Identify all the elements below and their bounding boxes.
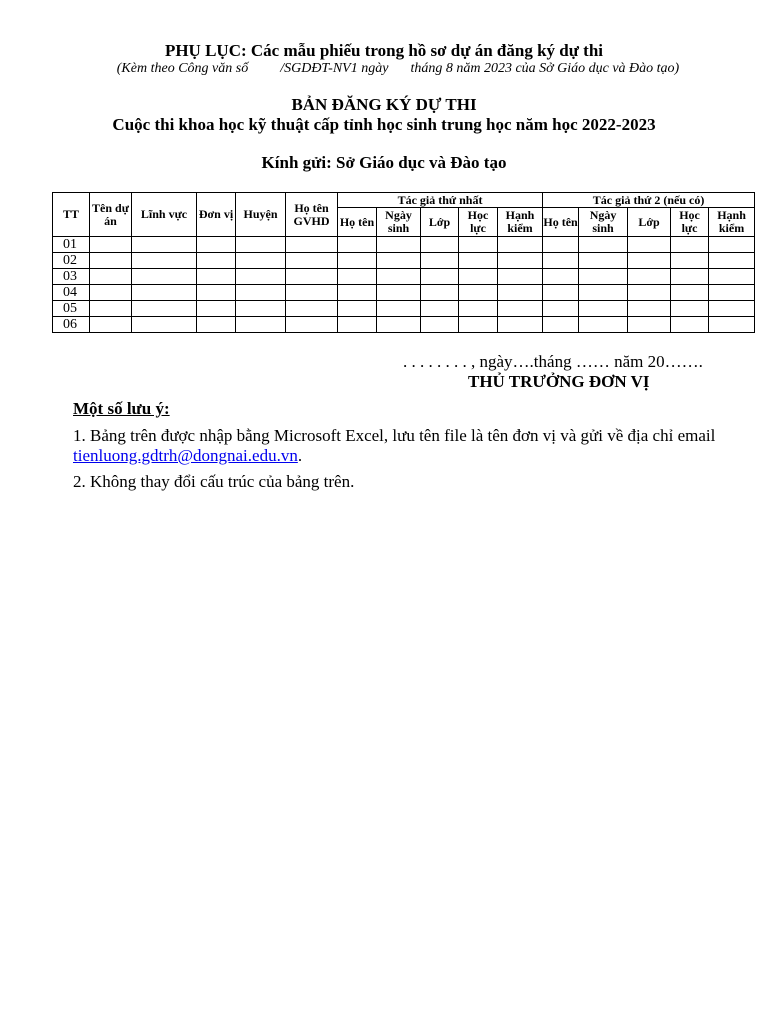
note-item-2: 2. Không thay đổi cấu trúc của bảng trên. — [73, 472, 355, 491]
table-cell[interactable] — [628, 301, 671, 317]
table-cell[interactable] — [459, 317, 498, 333]
table-cell[interactable] — [197, 301, 236, 317]
email-link[interactable]: tienluong.gdtrh@dongnai.edu.vn — [73, 446, 298, 465]
table-cell[interactable] — [90, 253, 132, 269]
table-cell[interactable] — [421, 285, 459, 301]
row-number: 02 — [53, 253, 90, 269]
table-cell[interactable] — [543, 285, 579, 301]
table-cell[interactable] — [421, 253, 459, 269]
table-cell[interactable] — [498, 301, 543, 317]
table-row — [53, 237, 755, 253]
table-row — [53, 269, 755, 285]
table-cell[interactable] — [132, 317, 197, 333]
row-number: 05 — [53, 301, 90, 317]
table-cell[interactable] — [671, 301, 709, 317]
table-cell[interactable] — [709, 237, 755, 253]
signer-title: THỦ TRƯỞNG ĐƠN VỊ — [468, 372, 650, 391]
header-a1-class: Lớp — [421, 208, 459, 237]
table-cell[interactable] — [543, 317, 579, 333]
notes-title: Một số lưu ý: — [73, 399, 170, 418]
table-cell[interactable] — [377, 237, 421, 253]
table-cell[interactable] — [132, 301, 197, 317]
header-author-1: Tác giả thứ nhất — [338, 193, 543, 208]
header-author-2: Tác giả thứ 2 (nếu có) — [543, 193, 755, 208]
table-cell[interactable] — [236, 285, 286, 301]
table-cell[interactable] — [671, 237, 709, 253]
table-cell[interactable] — [459, 237, 498, 253]
form-title: BẢN ĐĂNG KÝ DỰ THI — [291, 95, 477, 114]
appendix-title: PHỤ LỤC: Các mẫu phiếu trong hồ sơ dự án đăng ký dự thi — [164, 41, 604, 60]
table-cell[interactable] — [709, 269, 755, 285]
note-1-text: 1. Bảng trên được nhập bằng Microsoft Excel, lưu tên file là tên đơn vị và gửi về địa chỉ email — [73, 426, 716, 445]
table-cell[interactable] — [377, 285, 421, 301]
table-cell[interactable] — [498, 253, 543, 269]
table-cell[interactable] — [338, 253, 377, 269]
table-cell[interactable] — [709, 301, 755, 317]
table-row — [53, 301, 755, 317]
table-cell[interactable] — [579, 301, 628, 317]
table-cell[interactable] — [236, 253, 286, 269]
table-cell[interactable] — [377, 301, 421, 317]
table-cell[interactable] — [579, 285, 628, 301]
table-cell[interactable] — [628, 253, 671, 269]
header-district: Huyện — [236, 193, 286, 237]
note-item-1 — [73, 426, 733, 466]
table-cell[interactable] — [421, 237, 459, 253]
table-cell[interactable] — [498, 269, 543, 285]
registration-table — [52, 192, 755, 333]
table-cell[interactable] — [236, 301, 286, 317]
table-cell[interactable] — [459, 285, 498, 301]
header-field: Lĩnh vực — [132, 193, 197, 237]
table-cell[interactable] — [197, 285, 236, 301]
table-cell[interactable] — [338, 237, 377, 253]
subtitle-part-3: tháng 8 năm 2023 của Sở Giáo dục và Đào tạo) — [410, 61, 680, 76]
row-number: 04 — [53, 285, 90, 301]
table-cell[interactable] — [543, 237, 579, 253]
table-cell[interactable] — [671, 317, 709, 333]
row-number: 06 — [53, 317, 90, 333]
table-cell[interactable] — [709, 285, 755, 301]
table-cell[interactable] — [338, 285, 377, 301]
table-cell[interactable] — [579, 269, 628, 285]
form-subtitle: Cuộc thi khoa học kỹ thuật cấp tỉnh học sinh trung học năm học 2022-2023 — [112, 115, 656, 134]
table-cell[interactable] — [132, 253, 197, 269]
table-cell[interactable] — [90, 285, 132, 301]
header-tt: TT — [53, 193, 90, 237]
table-cell[interactable] — [421, 301, 459, 317]
table-cell[interactable] — [628, 237, 671, 253]
table-cell[interactable] — [377, 253, 421, 269]
table-cell[interactable] — [498, 317, 543, 333]
table-cell[interactable] — [377, 317, 421, 333]
subtitle-part-1: (Kèm theo Công văn số — [116, 61, 249, 76]
table-cell[interactable] — [498, 237, 543, 253]
table-cell[interactable] — [543, 269, 579, 285]
table-cell[interactable] — [377, 269, 421, 285]
table-cell[interactable] — [671, 253, 709, 269]
appendix-subtitle — [14, 61, 768, 77]
table-cell[interactable] — [286, 253, 338, 269]
table-cell[interactable] — [90, 301, 132, 317]
table-cell[interactable] — [579, 317, 628, 333]
table-cell[interactable] — [338, 317, 377, 333]
table-cell[interactable] — [459, 253, 498, 269]
table-cell[interactable] — [628, 269, 671, 285]
table-cell[interactable] — [286, 285, 338, 301]
table-cell[interactable] — [459, 301, 498, 317]
table-cell[interactable] — [579, 237, 628, 253]
subtitle-part-2: /SGDĐT-NV1 ngày — [280, 61, 389, 76]
header-a2-name: Họ tên — [543, 208, 579, 237]
table-cell[interactable] — [579, 253, 628, 269]
table-cell[interactable] — [90, 317, 132, 333]
row-number: 03 — [53, 269, 90, 285]
table-cell[interactable] — [338, 301, 377, 317]
header-unit: Đơn vị — [197, 193, 236, 237]
table-cell[interactable] — [709, 253, 755, 269]
table-cell[interactable] — [236, 237, 286, 253]
table-cell[interactable] — [132, 285, 197, 301]
table-cell[interactable] — [498, 285, 543, 301]
table-cell[interactable] — [543, 253, 579, 269]
date-line: . . . . . . . . , ngày….tháng …… năm 20……. — [403, 352, 703, 371]
table-cell[interactable] — [236, 269, 286, 285]
header-a1-conduct: Hạnh kiểm — [498, 208, 543, 237]
table-cell[interactable] — [90, 237, 132, 253]
table-cell[interactable] — [286, 301, 338, 317]
header-a1-dob: Ngày sinh — [377, 208, 421, 237]
table-cell[interactable] — [132, 237, 197, 253]
header-a2-conduct: Hạnh kiểm — [709, 208, 755, 237]
header-a1-academic: Học lực — [459, 208, 498, 237]
header-a1-name: Họ tên — [338, 208, 377, 237]
table-cell[interactable] — [236, 317, 286, 333]
table-row — [53, 285, 755, 301]
header-project-name: Tên dự án — [90, 193, 132, 237]
row-number: 01 — [53, 237, 90, 253]
table-cell[interactable] — [197, 253, 236, 269]
header-a2-class: Lớp — [628, 208, 671, 237]
table-cell[interactable] — [286, 317, 338, 333]
table-cell[interactable] — [628, 285, 671, 301]
table-cell[interactable] — [421, 317, 459, 333]
table-cell[interactable] — [286, 237, 338, 253]
table-cell[interactable] — [628, 317, 671, 333]
header-advisor: Họ tên GVHD — [286, 193, 338, 237]
header-a2-academic: Học lực — [671, 208, 709, 237]
table-cell[interactable] — [338, 269, 377, 285]
table-cell[interactable] — [671, 269, 709, 285]
header-a2-dob: Ngày sinh — [579, 208, 628, 237]
table-cell[interactable] — [132, 269, 197, 285]
table-cell[interactable] — [459, 269, 498, 285]
table-row — [53, 317, 755, 333]
table-cell[interactable] — [286, 269, 338, 285]
table-cell[interactable] — [421, 269, 459, 285]
table-row — [53, 253, 755, 269]
table-cell[interactable] — [90, 269, 132, 285]
table-cell[interactable] — [671, 285, 709, 301]
table-cell[interactable] — [543, 301, 579, 317]
recipient-line: Kính gửi: Sở Giáo dục và Đào tạo — [261, 153, 507, 172]
table-cell[interactable] — [197, 269, 236, 285]
table-cell[interactable] — [709, 317, 755, 333]
table-cell[interactable] — [197, 317, 236, 333]
table-cell[interactable] — [197, 237, 236, 253]
note-1-end: . — [297, 446, 303, 465]
